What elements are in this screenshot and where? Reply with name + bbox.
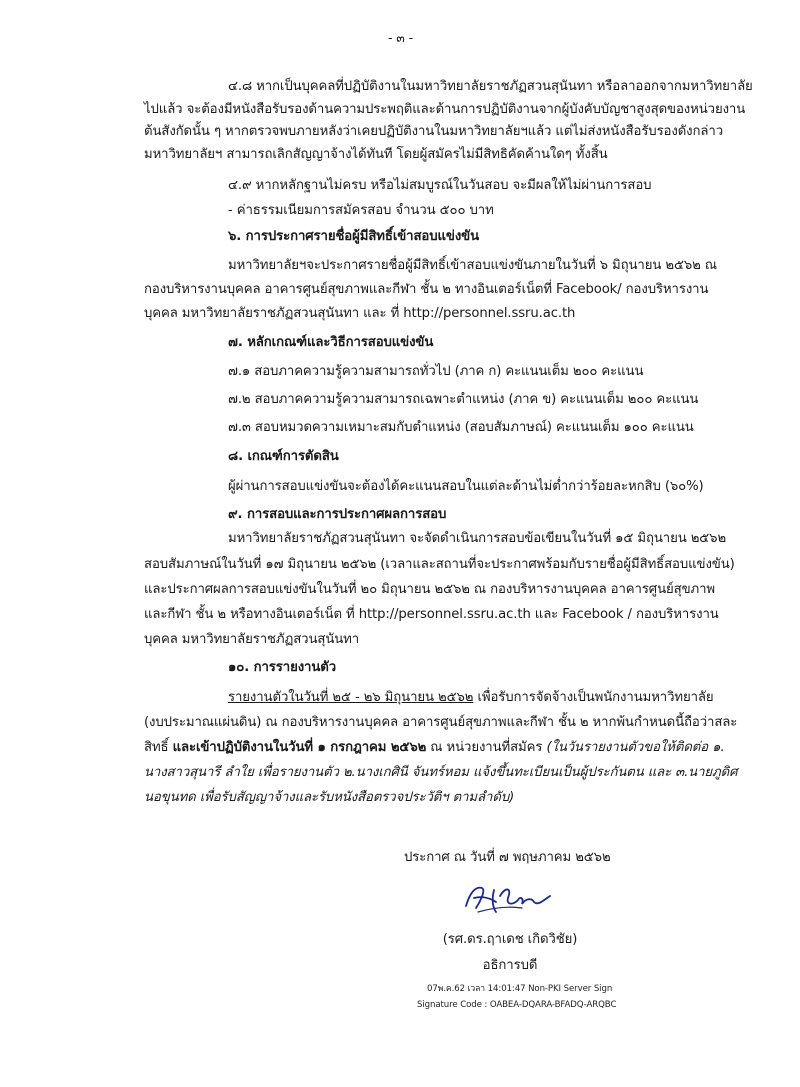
s10-line2: (งบประมาณแผ่นดิน) ณ กองบริหารงานบุคคล อาคารศูนย์สุขภาพและกีฬา ชั้น ๒ หากพ้นกำหนดนี้ถือว่าสละ: [144, 715, 738, 730]
s48-line3: ต้นสังกัดนั้น ๆ หากตรวจพบภายหลังว่าเคยปฏิบัติงานในมหาวิทยาลัยฯแล้ว แต่ไม่ส่งหนังสือรับรองดังกล่าว: [144, 124, 723, 139]
s10-heading: ๑๐. การรายงานตัว: [228, 660, 337, 675]
esign-code: Signature Code : OABEA-DQARA-BFADQ-ARQBC: [417, 1000, 617, 1010]
s10-start-date: และเข้าปฏิบัติงานในวันที่ ๑ กรกฎาคม ๒๕๖๒: [172, 740, 427, 755]
s48-line1: ๔.๘ หากเป็นบุคคลที่ปฏิบัติงานในมหาวิทยาลัยราชภัฏสวนสุนันทา หรือลาออกจากมหาวิทยาลัย: [228, 79, 753, 94]
s8-heading: ๘. เกณฑ์การตัดสิน: [228, 449, 339, 464]
s48-line4: มหาวิทยาลัยฯ สามารถเลิกสัญญาจ้างได้ทันที โดยผู้สมัครไม่มีสิทธิคัดค้านใดๆ ทั้งสิ้น: [144, 147, 608, 162]
s10-line3-c: ณ หน่วยงานที่สมัคร: [426, 740, 547, 755]
page-number: - ๓ -: [388, 30, 414, 45]
s6-line1: มหาวิทยาลัยฯจะประกาศรายชื่อผู้มีสิทธิ์เข้าสอบแข่งขันภายในวันที่ ๖ มิถุนายน ๒๕๖๒ ณ: [228, 258, 717, 273]
s7-item-1: ๗.๑ สอบภาคความรู้ความสามารถทั่วไป (ภาค ก) คะแนนเต็ม ๒๐๐ คะแนน: [228, 364, 644, 379]
handwritten-signature: [462, 876, 558, 920]
s6-line3: บุคคล มหาวิทยาลัยราชภัฏสวนสุนันทา และ ที่ http://personnel.ssru.ac.th: [144, 306, 576, 321]
s9-line2: สอบสัมภาษณ์ในวันที่ ๑๗ มิถุนายน ๒๕๖๒ (เวลาและสถานที่จะประกาศพร้อมกับรายชื่อผู้มีสิทธิ์สอบแข่งขัน): [144, 557, 735, 572]
s10-line3-d: (ในวันรายงานตัวขอให้ติดต่อ ๑.: [546, 740, 725, 755]
s7-item-2: ๗.๒ สอบภาคความรู้ความสามารถเฉพาะตำแหน่ง (ภาค ข) คะแนนเต็ม ๒๐๐ คะแนน: [228, 392, 699, 407]
s10-line1: [228, 688, 714, 708]
s9-line3: และประกาศผลการสอบแข่งขันในวันที่ ๒๐ มิถุนายน ๒๕๖๒ ณ กองบริหารงานบุคคล อาคารศูนย์สุขภาพ: [144, 582, 715, 597]
s10-line4: นางสาวสุนารี ลำใย เพื่อรายงานตัว ๒.นางเกศินี จันทร์หอม แจ้งขึ้นทะเบียนเป็นผู้ประกันตน และ ๓.นายภูดิศ: [144, 765, 738, 780]
s9-line1: มหาวิทยาลัยราชภัฏสวนสุนันทา จะจัดดำเนินการสอบข้อเขียนในวันที่ ๑๕ มิถุนายน ๒๕๖๒: [228, 531, 727, 546]
signer-name: (รศ.ดร.ฤาเดช เกิดวิชัย): [442, 932, 578, 947]
s10-line1-rest: เพื่อรับการจัดจ้างเป็นพนักงานมหาวิทยาลัย: [473, 690, 714, 705]
s49-line1: ๔.๙ หากหลักฐานไม่ครบ หรือไม่สมบูรณ์ในวันสอบ จะมีผลให้ไม่ผ่านการสอบ: [228, 178, 652, 193]
s49-line2: - ค่าธรรมเนียมการสมัครสอบ จำนวน ๕๐๐ บาท: [228, 203, 494, 218]
signer-title: อธิการบดี: [482, 958, 538, 973]
s9-line4: และกีฬา ชั้น ๒ หรือทางอินเตอร์เน็ต ที่ http://personnel.ssru.ac.th และ Facebook / กองบริหารงาน: [144, 607, 719, 622]
s10-line5: นอขุนทด เพื่อรับสัญญาจ้างและรับหนังสือตรวจประวัติฯ ตามลำดับ): [144, 790, 515, 805]
announce-date: ประกาศ ณ วันที่ ๗ พฤษภาคม ๒๕๖๒: [404, 850, 611, 865]
s6-line2: กองบริหารงานบุคคล อาคารศูนย์สุขภาพและกีฬา ชั้น ๒ ทางอินเตอร์เน็ตที่ Facebook/ กองบริหารงาน: [144, 282, 709, 297]
s10-report-dates: รายงานตัวในวันที่ ๒๕ - ๒๖ มิถุนายน ๒๕๖๒: [228, 690, 474, 705]
s9-heading: ๙. การสอบและการประกาศผลการสอบ: [228, 507, 447, 522]
s7-heading: ๗. หลักเกณฑ์และวิธีการสอบแข่งขัน: [228, 335, 434, 350]
s6-heading: ๖. การประกาศรายชื่อผู้มีสิทธิ์เข้าสอบแข่งขัน: [228, 229, 479, 244]
s10-line3: [144, 738, 725, 758]
s48-line2: ไปแล้ว จะต้องมีหนังสือรับรองด้านความประพฤติและด้านการปฏิบัติงานจากผู้บังคับบัญชาสูงสุดของหน่วยงาน: [144, 102, 746, 117]
s9-line5: บุคคล มหาวิทยาลัยราชภัฏสวนสุนันทา: [144, 632, 360, 647]
s7-item-3: ๗.๓ สอบหมวดความเหมาะสมกับตำแหน่ง (สอบสัมภาษณ์) คะแนนเต็ม ๑๐๐ คะแนน: [228, 420, 694, 435]
s10-line3-a: สิทธิ์: [144, 740, 173, 755]
esign-timestamp: 07พ.ค.62 เวลา 14:01:47 Non-PKI Server Sign: [427, 984, 613, 994]
s8-line1: ผู้ผ่านการสอบแข่งขันจะต้องได้คะแนนสอบในแต่ละด้านไม่ต่ำกว่าร้อยละหกสิบ (๖๐%): [228, 479, 704, 494]
